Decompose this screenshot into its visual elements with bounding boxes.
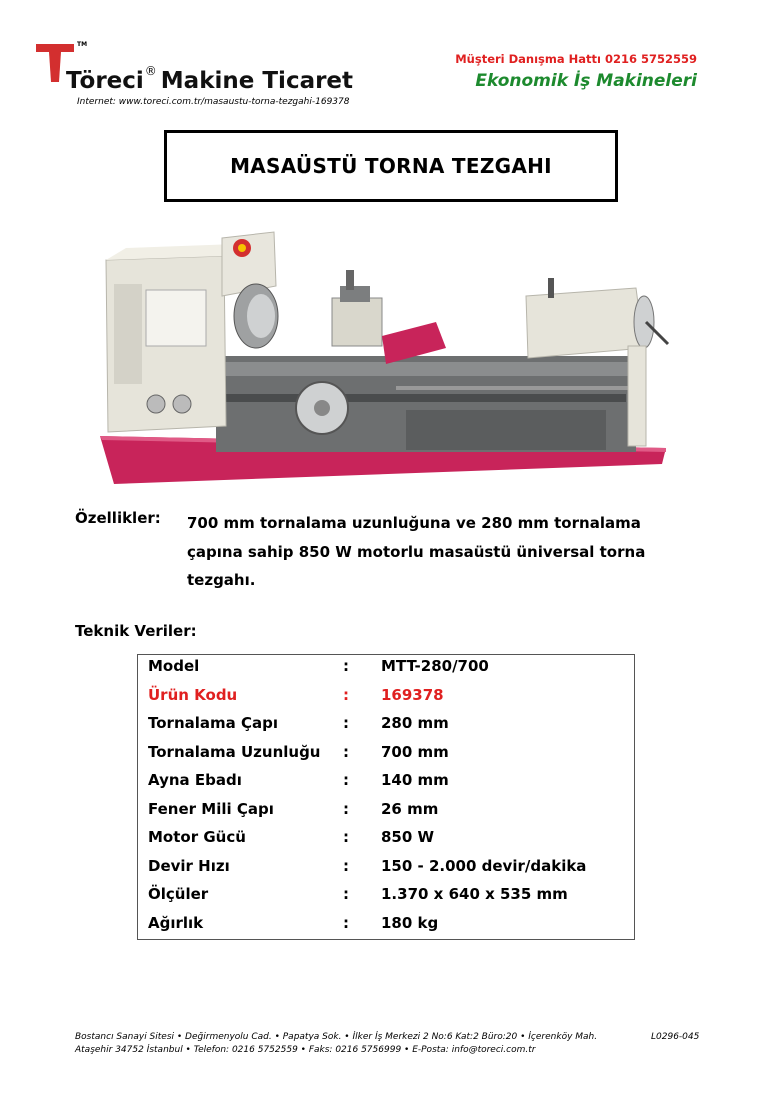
spec-separator: :	[343, 856, 349, 875]
spec-row-turning-length	[138, 743, 634, 771]
spec-separator: :	[343, 771, 349, 789]
features-line: tezgahı.	[187, 571, 256, 589]
trademark-mark: TM	[77, 41, 88, 48]
spec-separator: :	[343, 799, 349, 818]
document-number: L0296-045	[651, 1032, 700, 1042]
spec-row-spindle-bore	[138, 800, 634, 828]
brand-suffix: Makine Ticaret	[160, 68, 354, 94]
spec-key: Devir Hızı	[148, 856, 230, 875]
spec-separator: :	[343, 885, 349, 903]
spec-value: 700 mm	[381, 742, 449, 761]
features-line: çapına sahip 850 W motorlu masaüstü üniversal torna	[187, 542, 646, 561]
slogan: Ekonomik İş Makineleri	[475, 71, 697, 91]
spec-value: MTT-280/700	[381, 657, 489, 675]
spec-row-product-code	[138, 686, 634, 714]
spec-table	[137, 654, 635, 940]
spec-row-dimensions	[138, 885, 634, 913]
spec-value: 26 mm	[381, 799, 439, 818]
footer-address-line-1: Bostancı Sanayi Sitesi • Değirmenyolu Cad. • Papatya Sok. • İlker İş Merkezi 2 No:6 Kat:2 Büro:20 • İçerenköy Mah.	[75, 1032, 598, 1042]
spec-row-speed	[138, 857, 634, 885]
spec-separator: :	[343, 828, 349, 846]
spec-value: 140 mm	[381, 771, 449, 789]
spec-row-motor-power	[138, 828, 634, 856]
spec-separator: :	[343, 913, 349, 932]
technical-data-label: Teknik Veriler:	[75, 622, 197, 640]
registered-mark: ®	[144, 64, 157, 78]
spec-separator: :	[343, 657, 349, 675]
spec-key: Model	[148, 657, 200, 675]
spec-row-turning-diameter	[138, 714, 634, 742]
spec-row-weight	[138, 914, 634, 942]
page-title: MASAÜSTÜ TORNA TEZGAHI	[230, 154, 552, 178]
spec-key: Ağırlık	[148, 913, 204, 932]
features-label: Özellikler:	[75, 509, 161, 527]
spec-value: 180 kg	[381, 913, 439, 932]
footer-address-line-2: Ataşehir 34752 İstanbul • Telefon: 0216 5752559 • Faks: 0216 5756999 • E-Posta: info@toreci.com.tr	[75, 1045, 536, 1055]
features-text	[187, 509, 687, 595]
spec-value: 150 - 2.000 devir/dakika	[381, 856, 587, 875]
spec-key: Ürün Kodu	[148, 685, 238, 704]
spec-value: 850 W	[381, 828, 435, 846]
spec-separator: :	[343, 742, 349, 761]
spec-separator: :	[343, 685, 349, 704]
spec-key: Tornalama Çapı	[148, 714, 278, 732]
brand-title	[66, 64, 353, 94]
spec-row-chuck-size	[138, 771, 634, 799]
title-box	[164, 130, 618, 202]
spec-value: 280 mm	[381, 714, 449, 732]
spec-key: Ayna Ebadı	[148, 771, 242, 789]
spec-key: Tornalama Uzunluğu	[148, 742, 321, 761]
brand-name: Töreci	[66, 68, 144, 94]
spec-key: Motor Gücü	[148, 828, 246, 846]
spec-row-model	[138, 657, 634, 685]
website-url[interactable]: Internet: www.toreci.com.tr/masaustu-torna-tezgahi-169378	[77, 97, 350, 107]
lathe-machine-image	[96, 226, 670, 488]
features-line: 700 mm tornalama uzunluğuna ve 280 mm tornalama	[187, 514, 641, 532]
spec-key: Ölçüler	[148, 885, 209, 903]
spec-key: Fener Mili Çapı	[148, 799, 274, 818]
spec-value: 1.370 x 640 x 535 mm	[381, 885, 568, 903]
hotline: Müşteri Danışma Hattı 0216 5752559	[455, 52, 697, 66]
spec-separator: :	[343, 714, 349, 732]
spec-value: 169378	[381, 685, 444, 704]
